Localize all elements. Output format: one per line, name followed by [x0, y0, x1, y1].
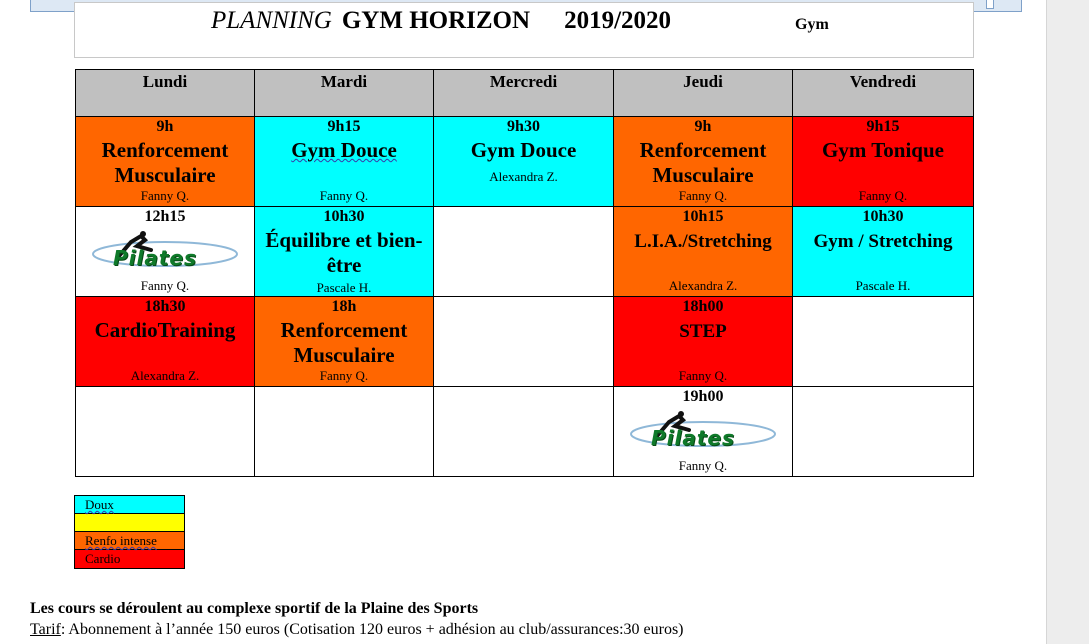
- class-coach: Alexandra Z.: [668, 278, 738, 293]
- title-italic: PLANNING: [211, 7, 332, 34]
- class-coach: Fanny Q.: [678, 458, 728, 473]
- table-row: [76, 117, 974, 207]
- class-name: Gym / Stretching: [813, 231, 953, 252]
- title-main-text: GYM HORIZON: [341, 7, 531, 34]
- empty-cell: [76, 387, 255, 477]
- class-name: STEP: [679, 321, 727, 342]
- class-coach: Fanny Q.: [140, 188, 190, 203]
- class-name: Gym Tonique: [822, 138, 944, 162]
- class-coach: Fanny Q.: [678, 368, 728, 383]
- resize-handle[interactable]: [986, 0, 994, 9]
- page-title: [211, 7, 671, 35]
- scrollbar-area[interactable]: [1046, 0, 1089, 644]
- class-coach: Pascale H.: [316, 280, 372, 295]
- empty-cell: [255, 387, 434, 477]
- class-time: 12h15: [144, 208, 186, 225]
- empty-cell: [434, 297, 614, 387]
- class-name: Gym Douce: [470, 138, 577, 162]
- class-cell[interactable]: [76, 207, 255, 297]
- class-name: Gym Douce: [291, 138, 397, 162]
- pilates-logo: [91, 230, 239, 270]
- class-cell[interactable]: [76, 297, 255, 387]
- title-tag: Gym: [795, 16, 829, 33]
- empty-cell: [434, 387, 614, 477]
- class-time: 18h30: [144, 298, 186, 315]
- class-time: 19h00: [682, 388, 724, 405]
- table-row: [76, 387, 974, 477]
- class-cell[interactable]: [614, 297, 793, 387]
- class-name: Renforcement Musculaire: [101, 138, 229, 187]
- class-coach: Pascale H.: [855, 278, 911, 293]
- class-coach: Fanny Q.: [319, 188, 369, 203]
- class-name: Équilibre et bien-être: [265, 228, 423, 277]
- class-cell[interactable]: [793, 117, 974, 207]
- pilates-logo-text: Pilates: [651, 426, 735, 450]
- class-time: 9h: [694, 118, 712, 135]
- class-time: 18h: [331, 298, 357, 315]
- legend-item-yellow: [75, 514, 184, 532]
- empty-cell: [793, 387, 974, 477]
- class-name: CardioTraining: [94, 318, 236, 342]
- table-row: [76, 207, 974, 297]
- class-coach: Fanny Q.: [858, 188, 908, 203]
- class-cell[interactable]: [255, 297, 434, 387]
- class-cell[interactable]: [255, 117, 434, 207]
- class-coach: Fanny Q.: [678, 188, 728, 203]
- day-header-mardi: Mardi: [255, 70, 434, 117]
- table-header-row: [76, 70, 974, 117]
- tarif-details: : Abonnement à l’année 150 euros (Cotisation 120 euros + adhésion au club/assurances:30 euros): [60, 621, 684, 638]
- schedule-table: [75, 69, 974, 477]
- empty-cell: [793, 297, 974, 387]
- class-cell[interactable]: [76, 117, 255, 207]
- class-name: L.I.A./Stretching: [634, 231, 772, 252]
- class-time: 9h: [156, 118, 174, 135]
- class-cell[interactable]: [614, 117, 793, 207]
- legend-item-renfo: Renfo intense: [75, 532, 184, 550]
- empty-cell: [434, 207, 614, 297]
- class-coach: Fanny Q.: [140, 278, 190, 293]
- day-header-mercredi: Mercredi: [434, 70, 614, 117]
- day-header-lundi: Lundi: [76, 70, 255, 117]
- location-text: Les cours se déroulent au complexe sportif de la Plaine des Sports: [30, 600, 479, 617]
- class-time: 9h15: [866, 118, 900, 135]
- class-cell[interactable]: [434, 117, 614, 207]
- day-header-vendredi: Vendredi: [793, 70, 974, 117]
- class-time: 10h30: [323, 208, 365, 225]
- class-coach: Fanny Q.: [319, 368, 369, 383]
- table-row: [76, 297, 974, 387]
- day-header-jeudi: Jeudi: [614, 70, 793, 117]
- title-box: [74, 2, 974, 58]
- class-cell[interactable]: [793, 207, 974, 297]
- class-time: 10h15: [682, 208, 724, 225]
- title-year: 2019/2020: [564, 7, 672, 34]
- class-name: Renforcement Musculaire: [280, 318, 408, 367]
- tarif-text: [30, 621, 684, 639]
- legend-item-cardio: Cardio: [75, 550, 184, 568]
- tarif-label: Tarif: [30, 621, 61, 638]
- class-time: 18h00: [682, 298, 724, 315]
- class-time: 10h30: [862, 208, 904, 225]
- class-coach: Alexandra Z.: [130, 368, 200, 383]
- pilates-logo: [629, 410, 777, 450]
- class-cell[interactable]: [614, 207, 793, 297]
- class-time: 9h30: [507, 118, 540, 135]
- class-cell[interactable]: [614, 387, 793, 477]
- class-coach: Alexandra Z.: [489, 169, 558, 184]
- class-cell[interactable]: [255, 207, 434, 297]
- color-legend: [74, 495, 185, 569]
- class-time: 9h15: [327, 118, 361, 135]
- pilates-logo-text: Pilates: [113, 246, 197, 270]
- class-name: Renforcement Musculaire: [639, 138, 767, 187]
- legend-item-doux: Doux: [75, 496, 184, 514]
